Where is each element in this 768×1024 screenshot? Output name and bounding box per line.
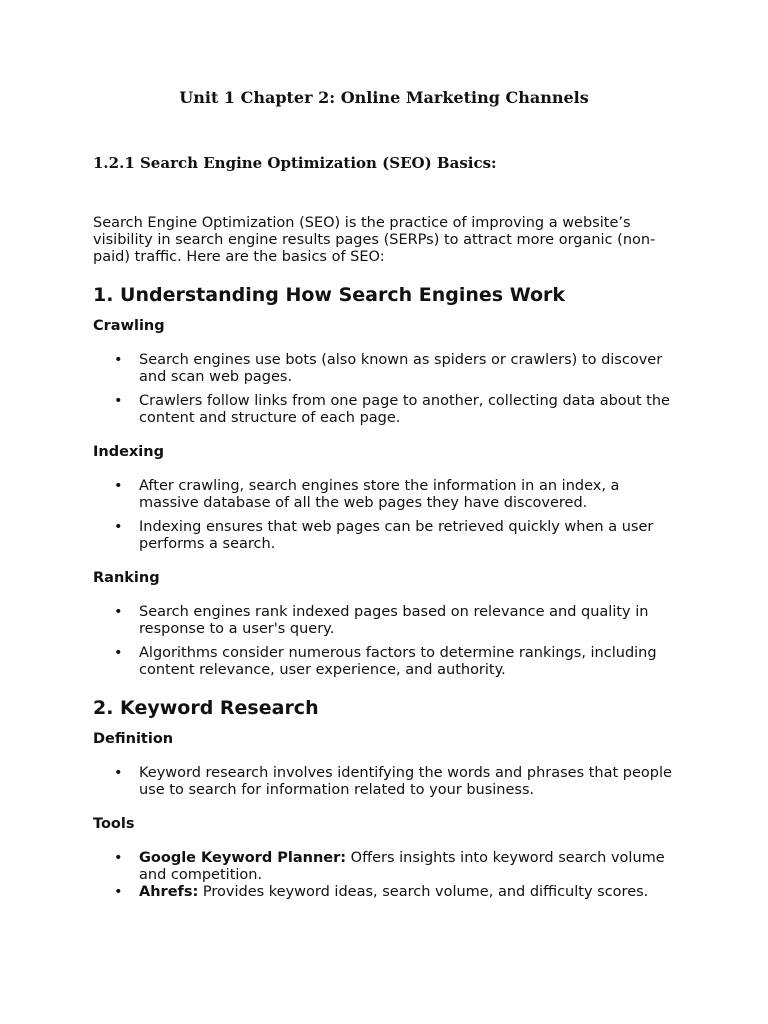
list-item bbox=[93, 765, 683, 799]
tool-description: Provides keyword ideas, search volume, and difficulty scores. bbox=[198, 884, 649, 900]
list-item bbox=[93, 478, 683, 512]
list-item bbox=[93, 604, 683, 638]
indexing-list bbox=[93, 478, 683, 553]
section-heading-search-engines: 1. Understanding How Search Engines Work bbox=[93, 284, 566, 306]
bullet-icon: • bbox=[114, 765, 123, 781]
document-body bbox=[93, 215, 683, 901]
list-item-text: Indexing ensures that web pages can be retrieved quickly when a user performs a search. bbox=[139, 519, 654, 552]
list-item bbox=[93, 519, 683, 553]
tools-list bbox=[93, 850, 683, 901]
list-item-text: After crawling, search engines store the information in an index, a massive database of all the web pages they have discovered. bbox=[139, 478, 620, 511]
list-item-text: Keyword research involves identifying the words and phrases that people use to search for information related to your business. bbox=[139, 765, 672, 798]
tool-name: Google Keyword Planner: bbox=[139, 850, 347, 866]
list-item-text: Search engines rank indexed pages based on relevance and quality in response to a user's query. bbox=[139, 604, 649, 637]
list-item-text: Crawlers follow links from one page to another, collecting data about the content and structure of each page. bbox=[139, 393, 670, 426]
bullet-icon: • bbox=[114, 604, 123, 620]
bullet-icon: • bbox=[114, 393, 123, 409]
subheading-ranking: Ranking bbox=[93, 570, 160, 586]
subheading-indexing: Indexing bbox=[93, 444, 164, 460]
list-item bbox=[93, 352, 683, 386]
list-item bbox=[93, 393, 683, 427]
bullet-icon: • bbox=[114, 850, 123, 866]
list-item bbox=[93, 850, 683, 884]
list-item-text: Search engines use bots (also known as spiders or crawlers) to discover and scan web pages. bbox=[139, 352, 663, 385]
section-title: 1.2.1 Search Engine Optimization (SEO) Basics: bbox=[93, 154, 497, 172]
tool-description: Offers insights into keyword search volume and competition. bbox=[139, 850, 665, 883]
crawling-list bbox=[93, 352, 683, 427]
tool-name: Ahrefs: bbox=[139, 884, 199, 900]
bullet-icon: • bbox=[114, 478, 123, 494]
list-item-text: Algorithms consider numerous factors to determine rankings, including content relevance, user experience, and authority. bbox=[139, 645, 657, 678]
definition-list bbox=[93, 765, 683, 799]
list-item bbox=[93, 884, 683, 901]
bullet-icon: • bbox=[114, 645, 123, 661]
bullet-icon: • bbox=[114, 884, 123, 900]
bullet-icon: • bbox=[114, 519, 123, 535]
list-item bbox=[93, 645, 683, 679]
intro-paragraph: Search Engine Optimization (SEO) is the practice of improving a website’s visibility in search engine results pages (SERPs) to attract more organic (non-paid) traffic. Here are the basics of SEO: bbox=[93, 215, 656, 265]
section-heading-keyword-research: 2. Keyword Research bbox=[93, 697, 319, 719]
ranking-list bbox=[93, 604, 683, 679]
subheading-definition: Definition bbox=[93, 731, 174, 747]
document-title: Unit 1 Chapter 2: Online Marketing Channels bbox=[179, 88, 589, 107]
bullet-icon: • bbox=[114, 352, 123, 368]
subheading-tools: Tools bbox=[93, 816, 135, 832]
subheading-crawling: Crawling bbox=[93, 318, 165, 334]
